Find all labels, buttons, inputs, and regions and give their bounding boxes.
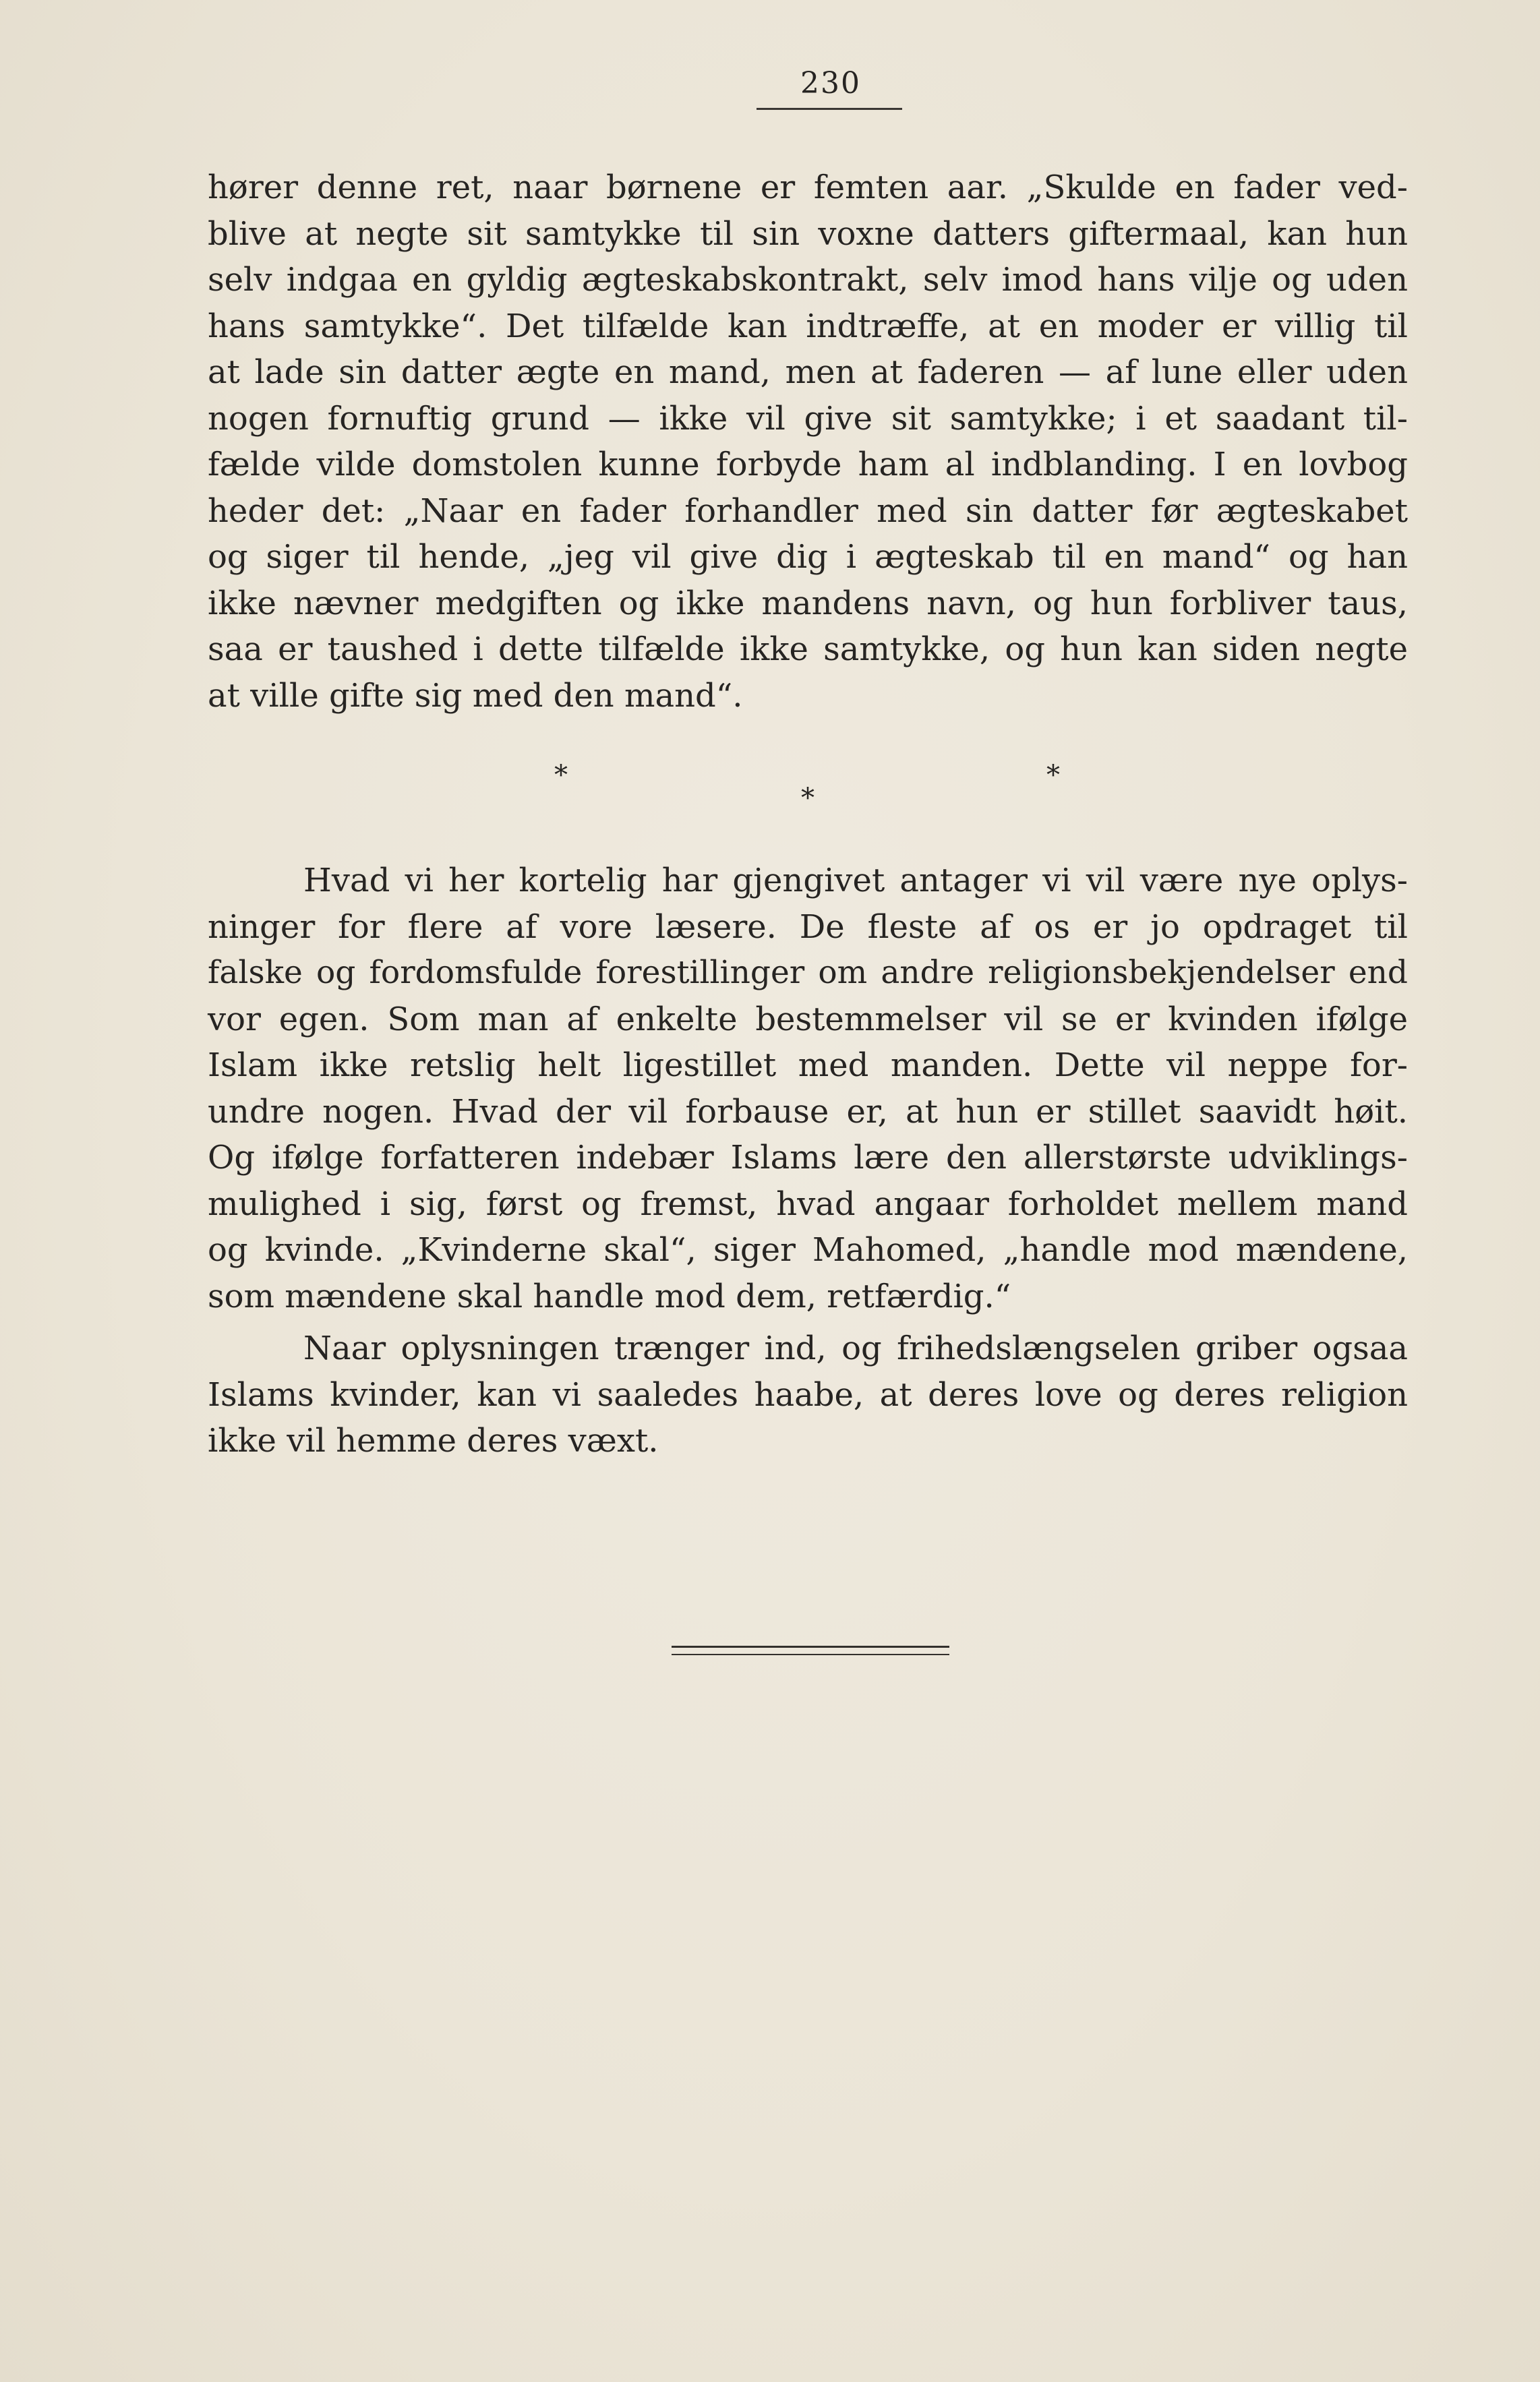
text-line: Hvad vi her kortelig har gjengivet antager vi vil være nye oplys-	[303, 862, 1408, 899]
text-line: falske og fordomsfulde forestillinger om andre religionsbekjendelser end	[208, 954, 1408, 991]
paragraph-1	[208, 165, 1408, 719]
text-line: og kvinde. „Kvinderne skal“, siger Mahomed, „handle mod mændene,	[208, 1231, 1408, 1269]
text-line: som mændene skal handle mod dem, retfærdig.“	[208, 1277, 1011, 1315]
text-line: mulighed i sig, først og fremst, hvad angaar forholdet mellem mand	[208, 1185, 1408, 1223]
page-number: 230	[800, 66, 861, 100]
text-line: Islam ikke retslig helt ligestillet med manden. Dette vil neppe for-	[208, 1046, 1408, 1084]
paragraph-3	[208, 1326, 1408, 1464]
text-line: Islams kvinder, kan vi saaledes haabe, at deres love og deres religion	[208, 1375, 1408, 1414]
text-line: hans samtykke“. Det tilfælde kan indtræffe, at en moder er villig til	[208, 307, 1408, 345]
text-line: blive at negte sit samtykke til sin voxne datters giftermaal, kan hun	[208, 214, 1408, 253]
text-line: hører denne ret, naar børnene er femten aar. „Skulde en fader ved-	[208, 169, 1408, 206]
paragraph-2	[208, 858, 1408, 1319]
text-line: saa er taushed i dette tilfælde ikke samtykke, og hun kan siden negte	[208, 630, 1408, 668]
text-line: Naar oplysningen trænger ind, og frihedslængselen griber ogsaa	[303, 1330, 1408, 1367]
asterisk: *	[1046, 760, 1060, 791]
text-line: Og ifølge forfatteren indebær Islams lære den allerstørste udviklings-	[208, 1139, 1408, 1177]
text-line: at ville gifte sig med den mand“.	[208, 676, 743, 715]
asterisk: *	[801, 783, 815, 814]
page-number-rule	[757, 108, 902, 110]
section-break-asterism	[0, 755, 1540, 814]
text-line: vor egen. Som man af enkelte bestemmelser vil se er kvinden ifølge	[208, 1000, 1408, 1038]
end-rule	[672, 1646, 949, 1648]
text-line: fælde vilde domstolen kunne forbyde ham al indblanding. I en lovbog	[208, 446, 1408, 483]
text-line: at lade sin datter ægte en mand, men at faderen — af lune eller uden	[208, 353, 1408, 391]
text-line: nogen fornuftig grund — ikke vil give sit samtykke; i et saadant til-	[208, 399, 1408, 438]
text-line: ninger for flere af vore læsere. De fleste af os er jo opdraget til	[208, 907, 1408, 946]
text-line: og siger til hende, „jeg vil give dig i ægteskab til en mand“ og han	[208, 538, 1408, 576]
text-line: undre nogen. Hvad der vil forbause er, at hun er stillet saavidt høit.	[208, 1092, 1408, 1131]
text-line: ikke nævner medgiften og ikke mandens navn, og hun forbliver taus,	[208, 584, 1408, 622]
text-line: selv indgaa en gyldig ægteskabskontrakt, selv imod hans vilje og uden	[208, 261, 1408, 299]
end-rule	[672, 1654, 949, 1655]
asterisk: *	[554, 760, 568, 791]
text-line: heder det: „Naar en fader forhandler med sin datter før ægteskabet	[208, 492, 1408, 530]
text-line: ikke vil hemme deres væxt.	[208, 1422, 659, 1460]
